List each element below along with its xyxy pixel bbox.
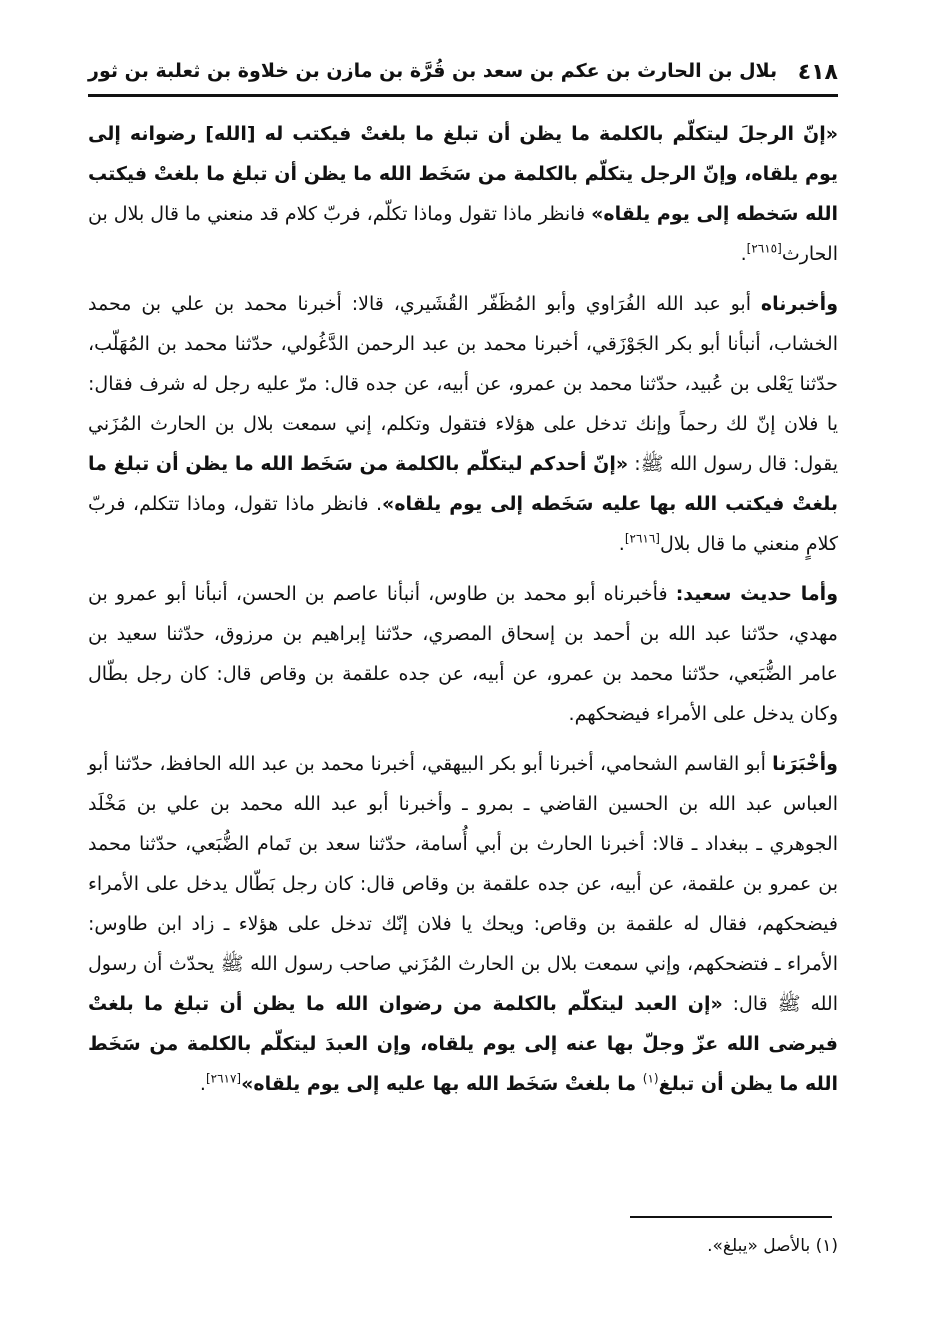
footnote-marker[interactable]: (١) [642,1071,659,1086]
paragraph-2 [88,284,838,564]
hadith-number: [٢٦١٦] [624,531,660,546]
paragraph-text: فانظر ماذا تقول وماذا تكلّم، فربّ كلام قد منعني ما قال بلال بن الحارث [88,203,838,265]
page-body [88,114,838,1104]
page-number: ٤١٨ [797,60,838,85]
footnote: (١) بالأصل «يبلغ». [707,1236,838,1256]
footnote-divider [630,1216,832,1218]
running-header [88,58,838,92]
paragraph-text: أبو القاسم الشحامي، أخبرنا أبو بكر البيهقي، أخبرنا محمد بن عبد الله الحافظ، حدّثنا أبو العباس عبد الله بن الحسين القاضي ـ بمرو ـ وأخبرنا أبو عبد الله محمد بن علي بن مَخْلَد الجوهري ـ ببغداد ـ قالا: أخبرنا الحارث بن أبي أُسامة، حدّثنا سعد بن تَمام الضُّبَعي، حدّثنا محمد بن عمرو بن علقمة، عن أبيه، عن جده علقمة بن وقاص قال: كان رجل بَطّال يدخل على الأمراء فيضحكهم، فقال له علقمة بن وقاص: ويحك يا فلان إنّك تدخل على هؤلاء ـ زاد ابن طاوس: الأمراء ـ فتضحكهم، وإني سمعت بلال بن الحارث المُزَني صاحب رسول الله ﷺ يحدّث أن رسول الله ﷺ قال: [88,753,838,1015]
hadith-text-continued: ما بلغتْ سَخَط الله بها عليه إلى يوم يلقاه» [241,1073,643,1095]
hadith-number: [٢٦١٧] [205,1071,242,1086]
paragraph-end: . [740,243,747,265]
paragraph-text: فأخبرناه أبو محمد بن طاوس، أنبأنا عاصم بن الحسن، أنبأنا أبو عمرو بن مهدي، حدّثنا عبد الله بن أحمد بن إسحاق المصري، حدّثنا إبراهيم بن مرزوق، حدّثنا سعيد بن عامر الضُّبَعي، حدّثنا محمد بن عمرو، عن أبيه، عن جده علقمة بن وقاص قال: كان رجل بطّال وكان يدخل على الأمراء فيضحكهم. [88,583,838,725]
paragraph-text-continued: . فانظر ماذا تقول، وماذا تتكلم، فربّ كلامٍ منعني ما قال بلال [88,493,838,555]
hadith-text: «إنّ أحدكم ليتكلّم بالكلمة من سَخَط الله ما يظن أن تبلغ ما بلغتْ فيكتب الله بها عليه سَخَطه إلى يوم يلقاه» [88,453,839,515]
hadith-text: «إن العبد ليتكلّم بالكلمة من رضوان الله ما يظن أن تبلغ ما بلغتْ فيرضى الله عزّ وجلّ بها عنه إلى يوم يلقاه، وإن العبدَ ليتكلّم بالكلمة من سَخَط الله ما يظن أن تبلغ [88,993,838,1095]
paragraph-lead: وأخْبَرَنا [772,753,838,775]
paragraph-end: . [618,533,625,555]
hadith-number: [٢٦١٥] [746,241,782,256]
running-title: بلال بن الحارث بن عكم بن سعد بن قُرَّة بن مازن بن خلاوة بن ثعلبة بن ثور [88,60,778,82]
paragraph-3 [88,574,838,734]
hadith-text: «إنّ الرجلَ ليتكلّم بالكلمة ما يظن أن تبلغ ما بلغتْ فيكتب له [الله] رضوانه إلى يوم يلقاه، وإنّ الرجل يتكلّم بالكلمة من سَخَط الله ما يظن أن تبلغ ما بلغتْ فيكتب الله سَخطه إلى يوم يلقاه» [88,123,838,225]
paragraph-end: . [199,1073,206,1095]
header-divider [88,94,838,97]
paragraph-text: أبو عبد الله الفُرَاوي وأبو المُظَفّر القُشَيري، قالا: أخبرنا محمد بن علي بن محمد الخشاب، أنبأنا أبو بكر الجَوْزَقي، أخبرنا محمد بن عبد الرحمن الدَّغُولي، حدّثنا محمد بن المُهَلّب، حدّثنا يَعْلى بن عُبيد، حدّثنا محمد بن عمرو، عن أبيه، عن جده قال: مرّ عليه رجل له شرف فقال: يا فلان إنّ لك رحماً وإنك تدخل على هؤلاء فتقول وتكلم، إني سمعت بلال بن الحارث المُزَني يقول: قال رسول الله ﷺ: [88,293,838,475]
paragraph-1 [88,114,838,274]
paragraph-lead: وأما حديث سعيد: [675,583,839,605]
paragraph-lead: وأخبرناه [760,293,838,315]
paragraph-4 [88,744,838,1104]
